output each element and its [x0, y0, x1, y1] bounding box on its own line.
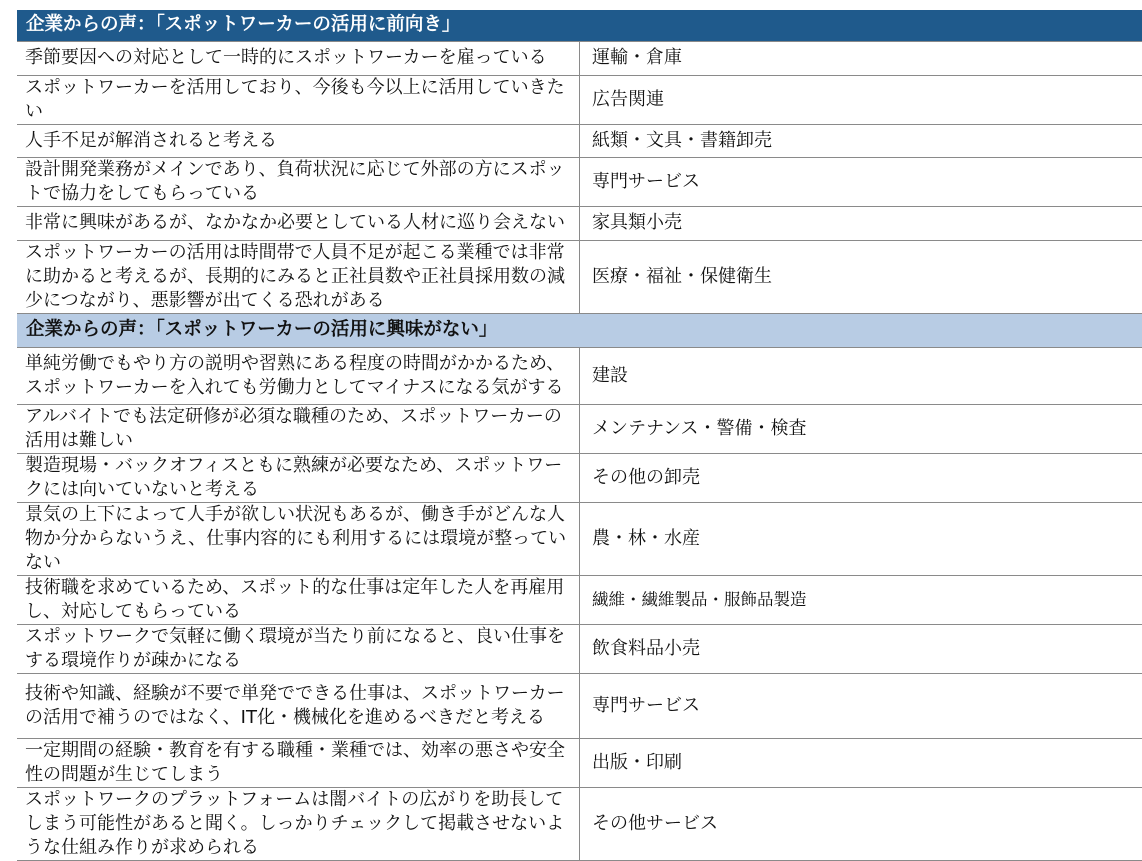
section-title: 企業からの声：「スポットワーカーの活用に前向き」: [17, 10, 1142, 41]
table-row: [17, 738, 1142, 787]
table-row: [17, 41, 1142, 75]
industry-cell: 出版・印刷: [580, 738, 1142, 787]
table-row: [17, 575, 1142, 624]
table-row: [17, 206, 1142, 240]
section-title: 企業からの声：「スポットワーカーの活用に興味がない」: [17, 313, 1142, 347]
comment-cell: 製造現場・バックオフィスともに熟練が必要なため、スポットワークには向いていないと考える: [17, 453, 580, 502]
comment-cell: 人手不足が解消されると考える: [17, 124, 580, 157]
table-row: [17, 347, 1142, 404]
table-row: [17, 787, 1142, 860]
industry-cell: 農・林・水産: [580, 502, 1142, 575]
industry-cell: 家具類小売: [580, 206, 1142, 240]
table-row: [17, 502, 1142, 575]
industry-cell: その他サービス: [580, 787, 1142, 860]
industry-cell: 専門サービス: [580, 673, 1142, 738]
comment-cell: 一定期間の経験・教育を有する職種・業種では、効率の悪さや安全性の問題が生じてしまう: [17, 738, 580, 787]
industry-cell: 繊維・繊維製品・服飾品製造: [580, 575, 1142, 624]
comment-cell: 非常に興味があるが、なかなか必要としている人材に巡り会えない: [17, 206, 580, 240]
comment-cell: スポットワーカーを活用しており、今後も今以上に活用していきたい: [17, 75, 580, 124]
section-header-positive: [17, 10, 1142, 41]
industry-cell: 飲食料品小売: [580, 624, 1142, 673]
industry-cell: 建設: [580, 347, 1142, 404]
survey-table: [17, 10, 1142, 861]
industry-cell: その他の卸売: [580, 453, 1142, 502]
comment-cell: 季節要因への対応として一時的にスポットワーカーを雇っている: [17, 41, 580, 75]
comment-cell: 技術や知識、経験が不要で単発でできる仕事は、スポットワーカーの活用で補うのではなく、IT化・機械化を進めるべきだと考える: [17, 673, 580, 738]
table-row: [17, 124, 1142, 157]
industry-cell: 医療・福祉・保健衛生: [580, 240, 1142, 313]
table-row: [17, 404, 1142, 453]
comment-cell: 技術職を求めているため、スポット的な仕事は定年した人を再雇用し、対応してもらっている: [17, 575, 580, 624]
industry-cell: 広告関連: [580, 75, 1142, 124]
industry-cell: 運輸・倉庫: [580, 41, 1142, 75]
comment-cell: 設計開発業務がメインであり、負荷状況に応じて外部の方にスポットで協力をしてもらっている: [17, 157, 580, 206]
table-row: [17, 673, 1142, 738]
industry-cell: メンテナンス・警備・検査: [580, 404, 1142, 453]
comment-cell: スポットワーカーの活用は時間帯で人員不足が起こる業種では非常に助かると考えるが、長期的にみると正社員数や正社員採用数の減少につながり、悪影響が出てくる恐れがある: [17, 240, 580, 313]
table-row: [17, 453, 1142, 502]
comment-cell: 単純労働でもやり方の説明や習熟にある程度の時間がかかるため、スポットワーカーを入れても労働力としてマイナスになる気がする: [17, 347, 580, 404]
comment-cell: スポットワークのプラットフォームは闇バイトの広がりを助長してしまう可能性があると聞く。しっかりチェックして掲載させないような仕組み作りが求められる: [17, 787, 580, 860]
comment-cell: スポットワークで気軽に働く環境が当たり前になると、良い仕事をする環境作りが疎かになる: [17, 624, 580, 673]
table-row: [17, 157, 1142, 206]
industry-cell: 紙類・文具・書籍卸売: [580, 124, 1142, 157]
industry-cell: 専門サービス: [580, 157, 1142, 206]
comment-cell: 景気の上下によって人手が欲しい状況もあるが、働き手がどんな人物か分からないうえ、仕事内容的にも利用するには環境が整っていない: [17, 502, 580, 575]
table-row: [17, 624, 1142, 673]
table-row: [17, 240, 1142, 313]
comment-cell: アルバイトでも法定研修が必須な職種のため、スポットワーカーの活用は難しい: [17, 404, 580, 453]
section-header-negative: [17, 313, 1142, 347]
table-row: [17, 75, 1142, 124]
